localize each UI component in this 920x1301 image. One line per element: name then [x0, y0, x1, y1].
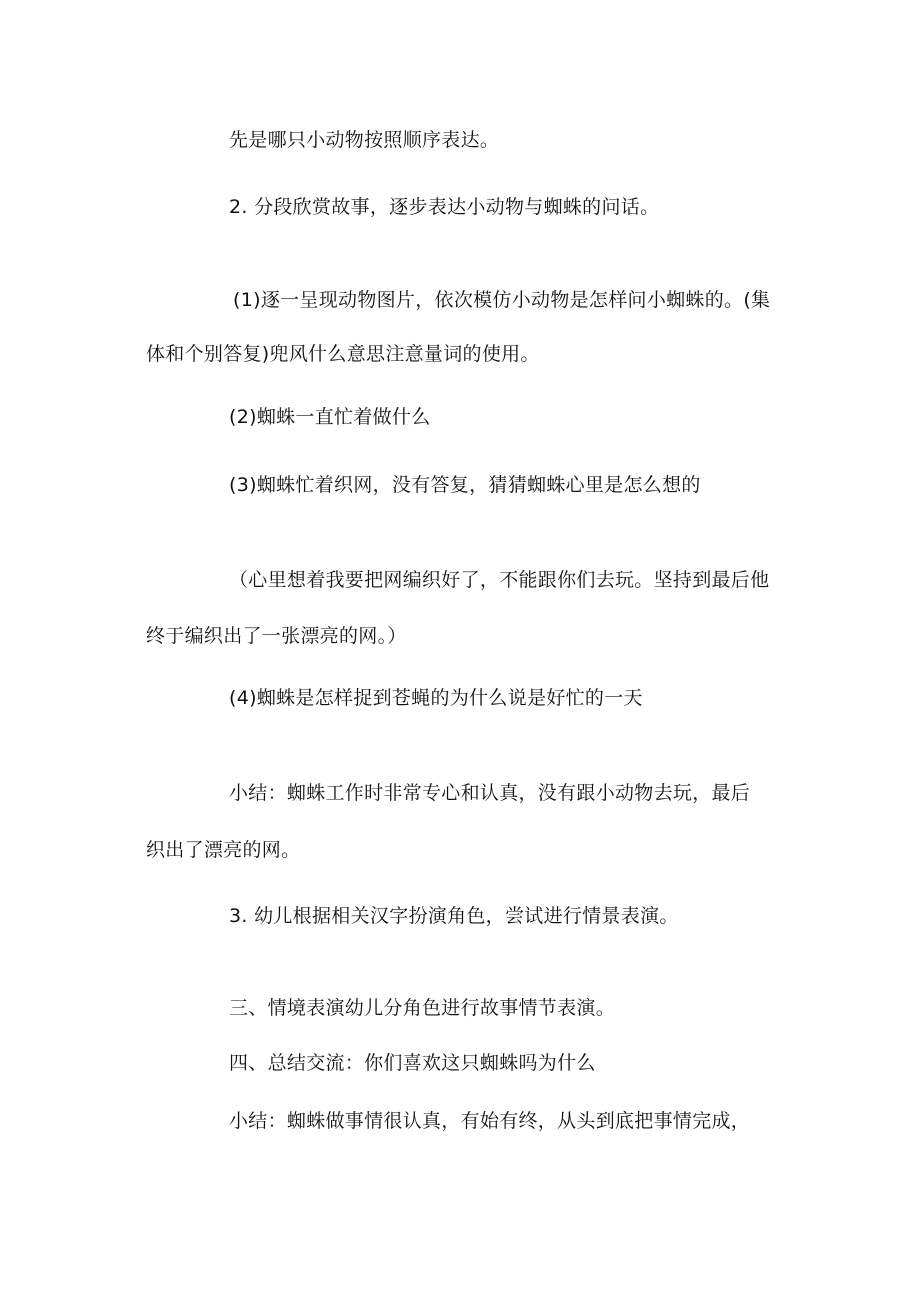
paragraph-12-line-1: 小结：蜘蛛做事情很认真，有始有终，从头到底把事情完成， [229, 1110, 751, 1132]
paragraph-3-line-2: 体和个别答复)兜风什么意思注意量词的使用。 [146, 343, 540, 365]
paragraph-11-line-1: 四、总结交流：你们喜欢这只蜘蛛吗为什么 [229, 1052, 596, 1074]
paragraph-7-line-1: (4)蜘蛛是怎样捉到苍蝇的为什么说是好忙的一天 [229, 687, 643, 709]
paragraph-1-line-1: 先是哪只小动物按照顺序表达。 [229, 129, 500, 151]
paragraph-2-line-1: 2. 分段欣赏故事，逐步表达小动物与蜘蛛的问话。 [229, 196, 660, 218]
paragraph-5-line-1: (3)蜘蛛忙着织网，没有答复，猜猜蜘蛛心里是怎么想的 [229, 474, 701, 496]
paragraph-3-line-1: (1)逐一呈现动物图片，依次模仿小动物是怎样问小蜘蛛的。(集 [233, 289, 771, 311]
paragraph-10-line-1: 三、情境表演幼儿分角色进行故事情节表演。 [229, 997, 616, 1019]
paragraph-9-line-1: 3. 幼儿根据相关汉字扮演角色，尝试进行情景表演。 [229, 905, 679, 927]
paragraph-4-line-1: (2)蜘蛛一直忙着做什么 [229, 406, 431, 428]
paragraph-8-line-2: 织出了漂亮的网。 [146, 839, 301, 861]
paragraph-6-line-1: （心里想着我要把网编织好了，不能跟你们去玩。坚持到最后他 [229, 569, 770, 591]
paragraph-6-line-2: 终于编织出了一张漂亮的网。） [146, 625, 407, 647]
paragraph-8-line-1: 小结：蜘蛛工作时非常专心和认真，没有跟小动物去玩，最后 [229, 782, 751, 804]
